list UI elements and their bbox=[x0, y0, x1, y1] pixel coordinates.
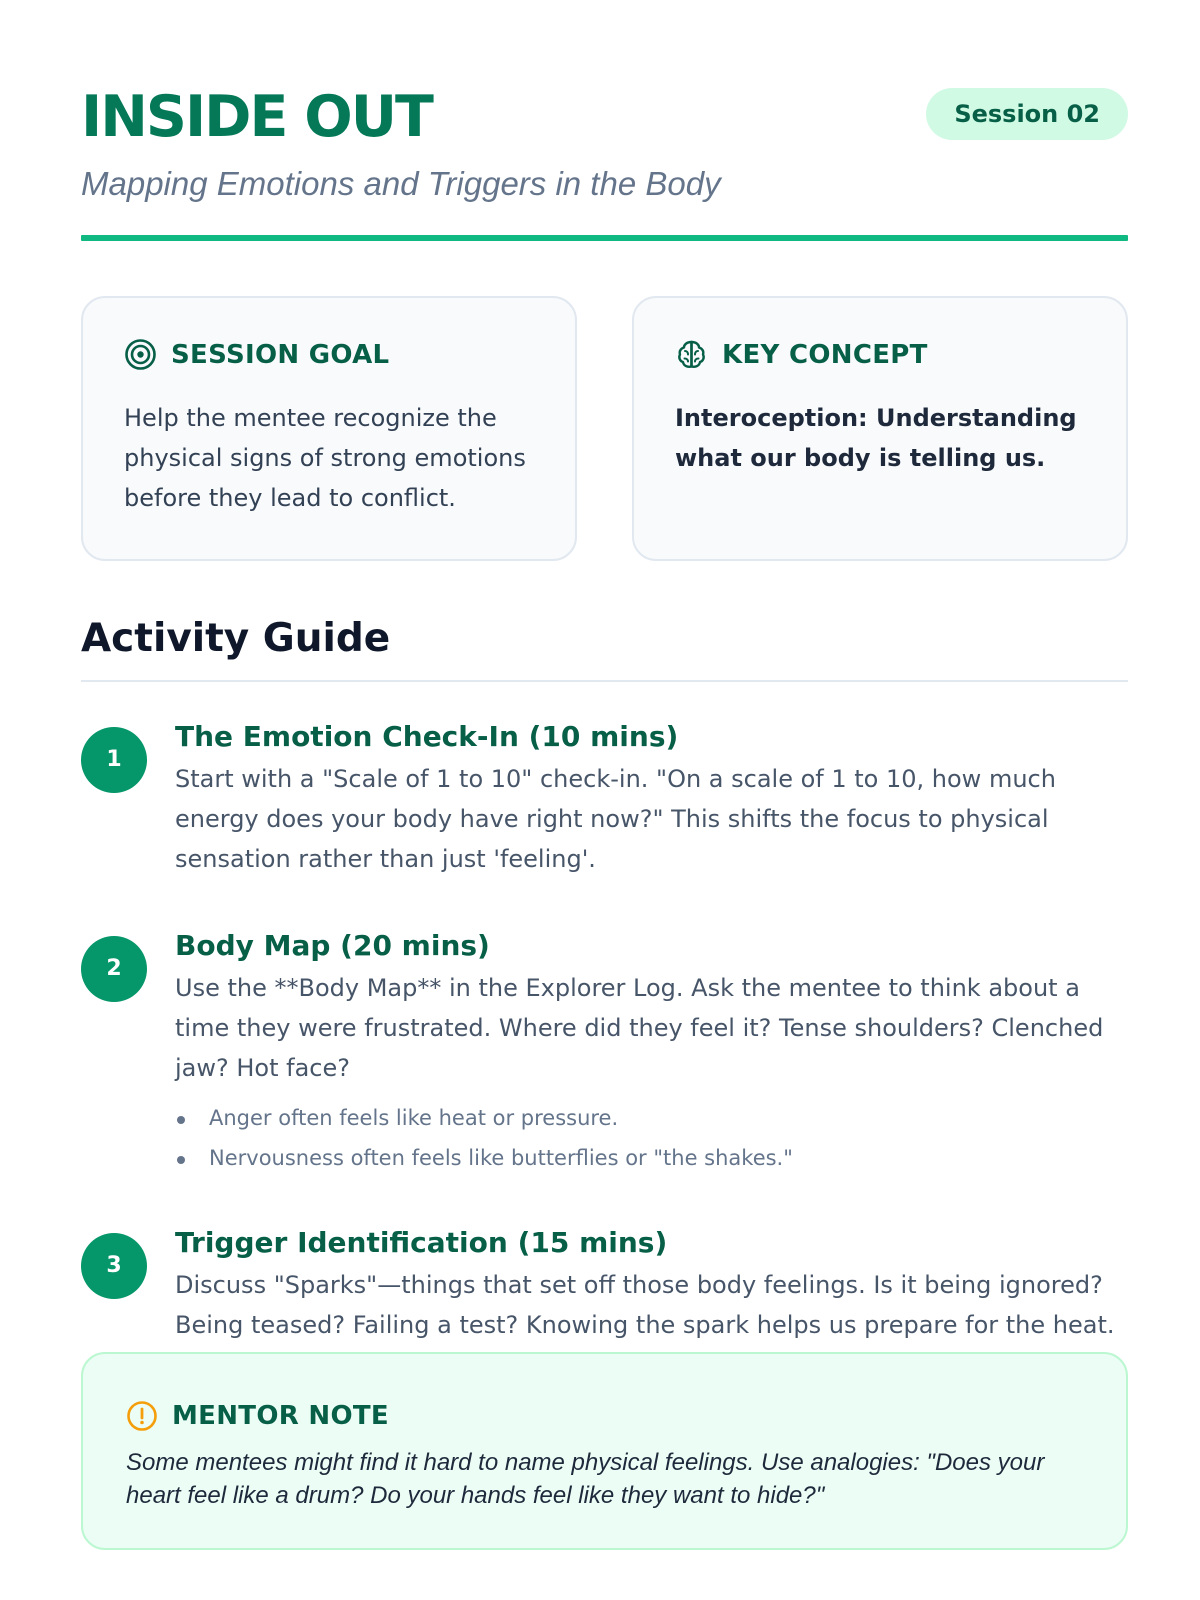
mentor-note-text: Some mentees might find it hard to name physical feelings. Use analogies: "Does your heart feel like a drum? Do your hands feel like they want to hide?" bbox=[126, 1449, 1045, 1509]
key-concept-header bbox=[675, 338, 928, 371]
key-concept-card bbox=[632, 296, 1128, 561]
step-bullet-list bbox=[175, 1098, 1128, 1178]
step-description: Start with a "Scale of 1 to 10" check-in. "On a scale of 1 to 10, how much energy does your body have right now?" This shifts the focus to physical sensation rather than just 'feeling'. bbox=[175, 765, 1056, 873]
list-item: Anger often feels like heat or pressure. bbox=[175, 1098, 1128, 1138]
session-goal-title: SESSION GOAL bbox=[171, 339, 390, 370]
step-description: Discuss "Sparks"—things that set off those body feelings. Is it being ignored? Being teased? Failing a test? Knowing the spark helps us prepare for the heat. bbox=[175, 1271, 1115, 1339]
step-number-badge: 1 bbox=[81, 727, 147, 793]
step-content bbox=[175, 720, 1128, 879]
session-goal-card bbox=[81, 296, 577, 561]
step-title: The Emotion Check-In (10 mins) bbox=[175, 720, 679, 753]
activity-guide-divider bbox=[81, 680, 1128, 682]
session-badge: Session 02 bbox=[926, 88, 1128, 140]
step-title: Body Map (20 mins) bbox=[175, 929, 490, 962]
step-content bbox=[175, 929, 1128, 1178]
activity-guide-title: Activity Guide bbox=[81, 616, 391, 661]
mentor-note-callout bbox=[81, 1352, 1128, 1550]
alert-circle-icon bbox=[126, 1400, 158, 1432]
session-goal-text: Help the mentee recognize the physical signs of strong emotions before they lead to conflict. bbox=[124, 404, 526, 512]
step-description: Use the **Body Map** in the Explorer Log. Ask the mentee to think about a time they were frustrated. Where did they feel it? Tense shoulders? Clenched jaw? Hot face? bbox=[175, 974, 1104, 1082]
session-goal-header bbox=[124, 338, 389, 371]
target-icon bbox=[124, 338, 157, 371]
page-title: INSIDE OUT bbox=[81, 84, 432, 150]
list-item: Nervousness often feels like butterflies or "the shakes." bbox=[175, 1138, 1128, 1178]
step-content bbox=[175, 1226, 1128, 1345]
step-number-badge: 3 bbox=[81, 1233, 147, 1299]
step-number-badge: 2 bbox=[81, 936, 147, 1002]
page-header bbox=[81, 86, 1128, 246]
brain-icon bbox=[675, 338, 708, 371]
key-concept-text: Interoception: Understanding what our body is telling us. bbox=[675, 404, 1077, 472]
page-subtitle: Mapping Emotions and Triggers in the Body bbox=[81, 165, 721, 202]
mentor-note-title: MENTOR NOTE bbox=[172, 1401, 389, 1431]
mentor-note-header bbox=[126, 1400, 389, 1432]
header-divider bbox=[81, 235, 1128, 241]
key-concept-title: KEY CONCEPT bbox=[722, 339, 928, 370]
step-title: Trigger Identification (15 mins) bbox=[175, 1226, 668, 1259]
